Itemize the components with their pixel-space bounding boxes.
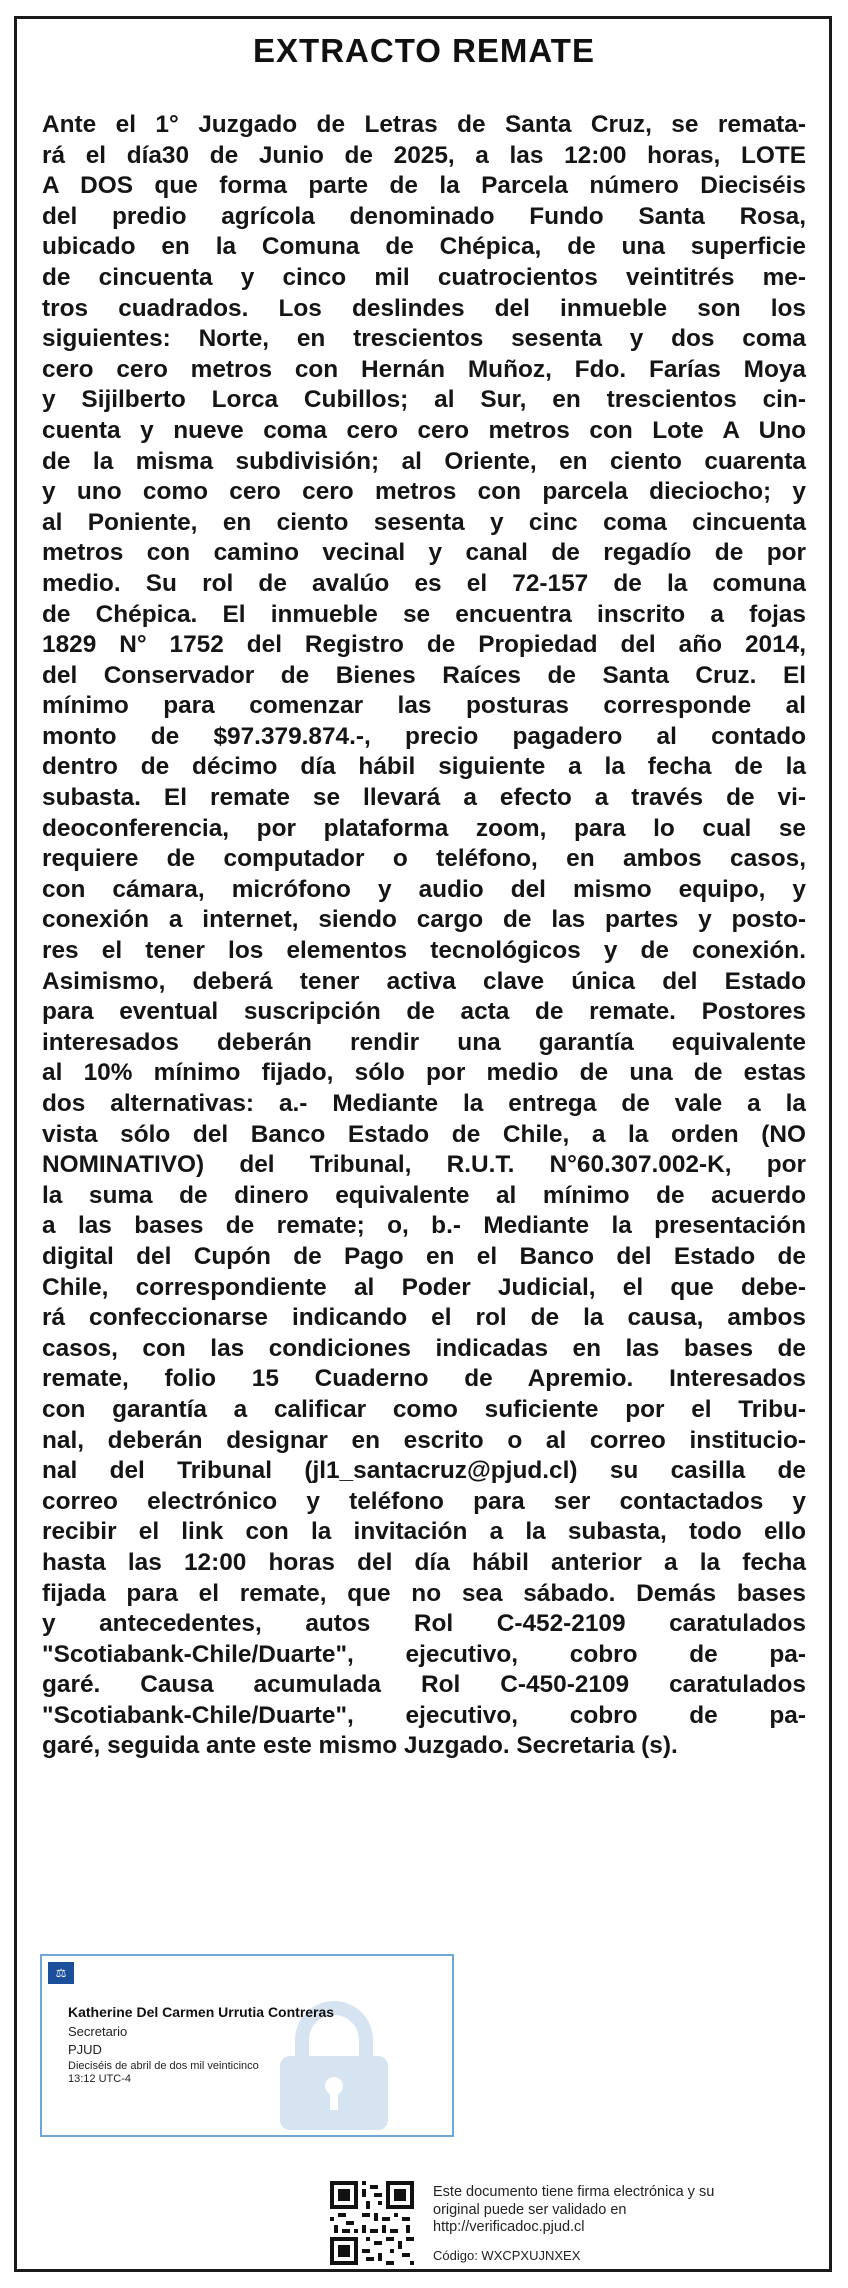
body-line: y uno como cero cero metros con parcela dieciocho; y (42, 478, 806, 506)
body-line: hasta las 12:00 horas del día hábil anterior a la fecha (42, 1548, 806, 1576)
signature-date: Dieciséis de abril de dos mil veinticinco (68, 2060, 259, 2072)
notice-title: EXTRACTO REMATE (253, 32, 595, 69)
body-line: y Sijilberto Lorca Cubillos; al Sur, en trescientos cin- (42, 386, 806, 414)
body-line: remate, folio 15 Cuaderno de Apremio. Interesados (42, 1365, 806, 1393)
body-line: monto de $97.379.874.-, precio pagadero al contado (42, 722, 806, 750)
body-line: vista sólo del Banco Estado de Chile, a la orden (NO (42, 1120, 806, 1148)
signature-time: 13:12 UTC-4 (68, 2073, 131, 2085)
body-line: Asimismo, deberá tener activa clave única del Estado (42, 967, 806, 995)
body-line: del predio agrícola denominado Fundo Santa Rosa, (42, 202, 806, 230)
body-line: correo electrónico y teléfono para ser contactados y (42, 1487, 806, 1515)
signer-role: Secretario (68, 2024, 128, 2039)
body-line: dos alternativas: a.- Mediante la entrega de vale a la (42, 1090, 806, 1117)
notice-body (42, 110, 806, 1762)
body-line: para eventual suscripción de acta de remate. Postores (42, 998, 806, 1026)
body-line: con cámara, micrófono y audio del mismo equipo, y (42, 875, 806, 903)
body-line: Chile, correspondiente al Poder Judicial, el que debe- (42, 1273, 806, 1301)
body-line: con garantía a calificar como suficiente por el Tribu- (42, 1395, 806, 1423)
body-line: dentro de décimo día hábil siguiente a la fecha de la (42, 753, 806, 781)
body-line: nal, deberán designar en escrito o al correo institucio- (42, 1426, 806, 1454)
body-line: "Scotiabank-Chile/Duarte", ejecutivo, cobro de pa- (42, 1640, 806, 1668)
body-line: 1829 N° 1752 del Registro de Propiedad del año 2014, (42, 631, 806, 659)
body-line: NOMINATIVO) del Tribunal, R.U.T. N°60.307.002-K, por (42, 1151, 806, 1179)
body-line: de cincuenta y cinco mil cuatrocientos veintitrés me- (42, 263, 806, 291)
body-line: res el tener los elementos tecnológicos y de conexión. (42, 937, 806, 965)
body-line: tros cuadrados. Los deslindes del inmueble son los (42, 294, 806, 322)
body-line: rá confeccionarse indicando el rol de la causa, ambos (42, 1304, 806, 1332)
body-line: conexión a internet, siendo cargo de las partes y posto- (42, 906, 806, 934)
body-line: deoconferencia, por plataforma zoom, para lo cual se (42, 814, 806, 842)
body-line: la suma de dinero equivalente al mínimo de acuerdo (42, 1181, 806, 1209)
body-line: y antecedentes, autos Rol C-452-2109 caratulados (42, 1610, 806, 1638)
body-line: interesados deberán rendir una garantía equivalente (42, 1028, 806, 1056)
body-line: Ante el 1° Juzgado de Letras de Santa Cruz, se remata- (42, 111, 806, 138)
body-line: al Poniente, en ciento sesenta y cinc coma cincuenta (42, 508, 806, 536)
body-line: medio. Su rol de avalúo es el 72-157 de la comuna (42, 569, 806, 597)
verification-code: Código: WXCPXUJNXEX (433, 2248, 581, 2263)
body-line: rá el día30 de Junio de 2025, a las 12:00 horas, LOTE (42, 141, 806, 169)
pjud-logo-icon: ⚖ (48, 1962, 74, 1984)
body-line: casos, con las condiciones indicadas en las bases de (42, 1334, 806, 1362)
body-line: nal del Tribunal (jl1_santacruz@pjud.cl) su casilla de (42, 1457, 806, 1485)
body-line: siguientes: Norte, en trescientos sesenta y dos coma (42, 325, 806, 353)
body-line: requiere de computador o teléfono, en ambos casos, (42, 845, 806, 873)
body-line: del Conservador de Bienes Raíces de Santa Cruz. El (42, 661, 806, 689)
body-line: ubicado en la Comuna de Chépica, de una superficie (42, 233, 806, 261)
body-line: metros con camino vecinal y canal de regadío de por (42, 539, 806, 567)
body-line: cero cero metros con Hernán Muñoz, Fdo. Farías Moya (42, 355, 806, 383)
signature-box (40, 1954, 454, 2137)
signer-org: PJUD (68, 2042, 102, 2057)
signer-name: Katherine Del Carmen Urrutia Contreras (68, 2004, 335, 2020)
body-line: a las bases de remate; o, b.- Mediante la presentación (42, 1212, 806, 1240)
body-line: garé. Causa acumulada Rol C-450-2109 caratulados (42, 1671, 806, 1699)
body-line: recibir el link con la invitación a la subasta, todo ello (42, 1518, 806, 1546)
body-line: de Chépica. El inmueble se encuentra inscrito a fojas (42, 600, 806, 628)
qr-code-icon[interactable] (330, 2181, 414, 2265)
body-line: "Scotiabank-Chile/Duarte", ejecutivo, cobro de pa- (42, 1701, 806, 1729)
body-line: al 10% mínimo fijado, sólo por medio de una de estas (42, 1059, 806, 1087)
body-line: garé, seguida ante este mismo Juzgado. Secretaria (s). (42, 1732, 678, 1760)
body-line: cuenta y nueve coma cero cero metros con Lote A Uno (42, 416, 806, 444)
body-line: fijada para el remate, que no sea sábado. Demás bases (42, 1579, 806, 1607)
body-line: de la misma subdivisión; al Oriente, en ciento cuarenta (42, 447, 806, 475)
body-line: subasta. El remate se llevará a efecto a través de vi- (42, 784, 806, 812)
body-line: A DOS que forma parte de la Parcela número Dieciséis (42, 172, 806, 200)
body-line: digital del Cupón de Pago en el Banco del Estado de (42, 1242, 806, 1270)
body-line: mínimo para comenzar las posturas corresponde al (42, 692, 806, 720)
verification-text: Este documento tiene firma electrónica y su original puede ser validado en http://verificadoc.pjud.cl (433, 2184, 715, 2235)
